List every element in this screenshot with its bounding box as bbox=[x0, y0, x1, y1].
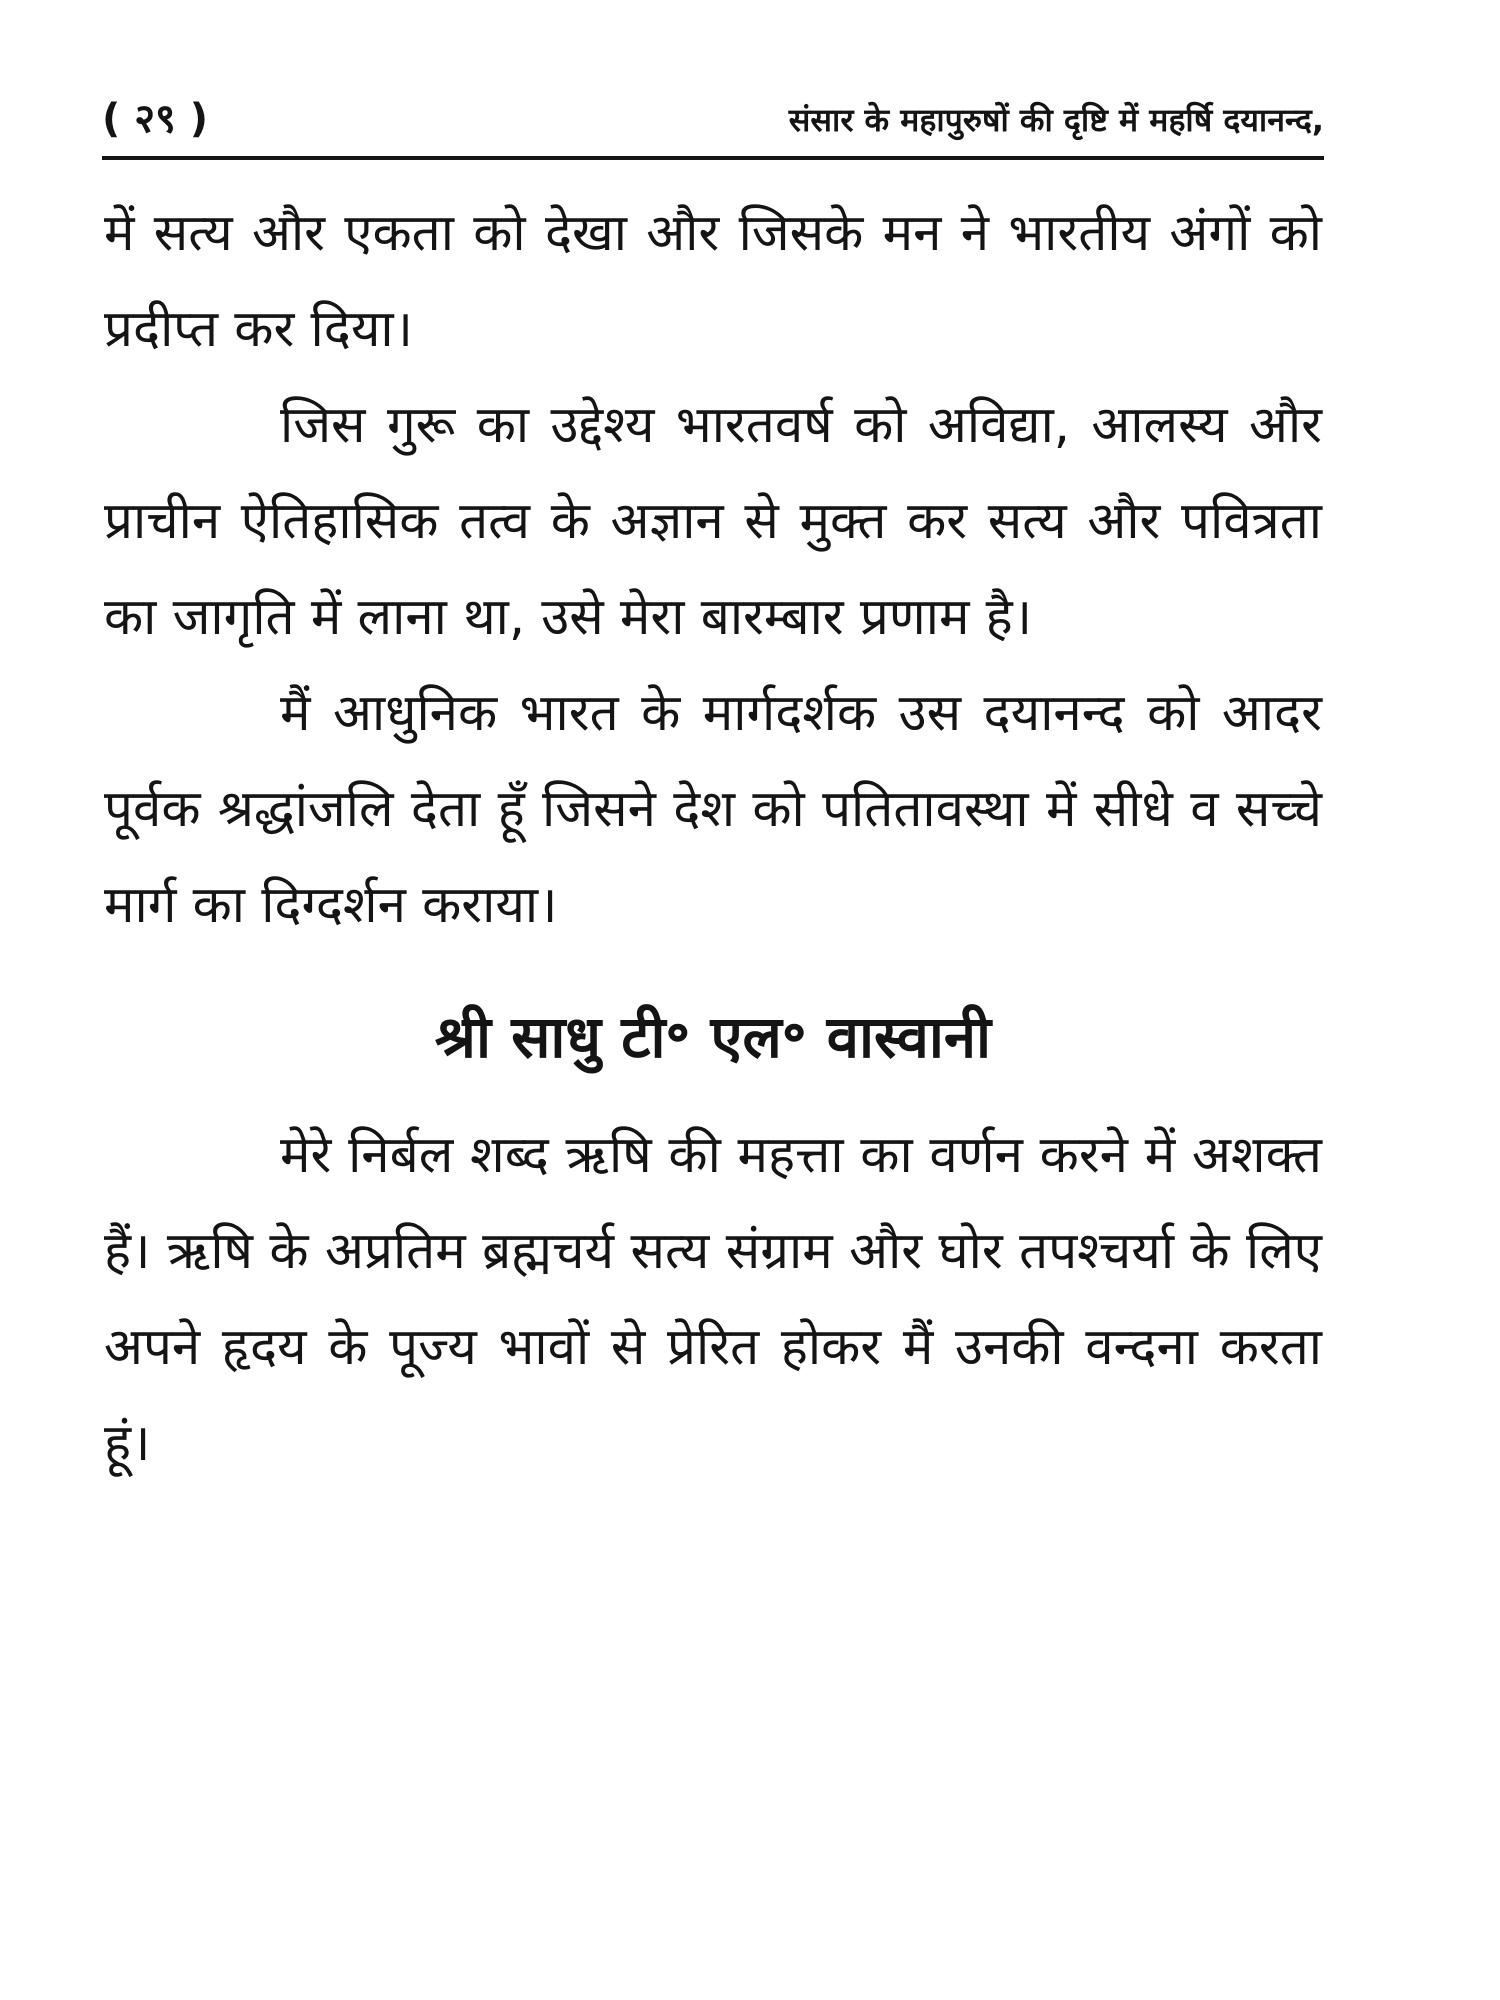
paragraph-continued: में सत्य और एकता को देखा और जिसके मन ने भारतीय अंगों को प्रदीप्त कर दिया। bbox=[104, 204, 1322, 359]
running-title: संसार के महापुरुषों की दृष्टि में महर्षि दयानन्द, bbox=[788, 101, 1324, 139]
body-text bbox=[104, 186, 1322, 1492]
header-divider bbox=[102, 156, 1324, 160]
section-heading: श्री साधु टी॰ एल॰ वास्वानी bbox=[434, 1003, 992, 1071]
page-number: ( २९ ) bbox=[102, 96, 209, 142]
page-header bbox=[102, 88, 1324, 158]
paragraph-vaswani: मेरे निर्बल शब्द ऋषि की महत्ता का वर्णन करने में अशक्त हैं। ऋषि के अप्रतिम ब्रह्मचर्य सत्य संग्राम और घोर तपश्चर्या के लिए अपने हृदय के पूज्य भावों से प्रेरित होकर मैं उनकी वन्दना करता हूं। bbox=[104, 1126, 1322, 1473]
paragraph-tribute: मैं आधुनिक भारत के मार्गदर्शक उस दयानन्द को आदर पूर्वक श्रद्धांजलि देता हूँ जिसने देश को पतितावस्था में सीधे व सच्चे मार्ग का दिग्दर्शन कराया। bbox=[104, 684, 1322, 935]
paragraph-guru: जिस गुरू का उद्देश्य भारतवर्ष को अविद्या, आलस्य और प्राचीन ऐतिहासिक तत्व के अज्ञान से मुक्त कर सत्य और पवित्रता का जागृति में लाना था, उसे मेरा बारम्बार प्रणाम है। bbox=[104, 396, 1322, 647]
